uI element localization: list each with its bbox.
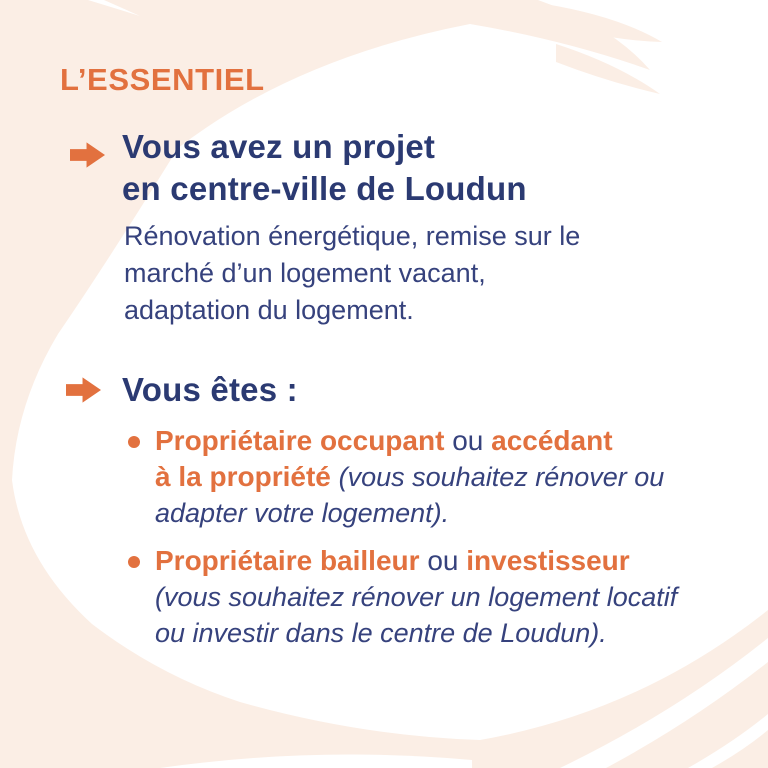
landlord-note-text-cont: ou investir dans le centre de Loudun). (155, 618, 607, 648)
profile-item-landlord-line-3 (155, 615, 677, 651)
connector-text: ou (427, 545, 459, 576)
profile-item-landlord (155, 543, 677, 651)
bullet-dot (128, 436, 140, 448)
project-description (124, 218, 580, 329)
owner-note-text: (vous souhaitez rénover ou (338, 462, 665, 492)
profile-heading: Vous êtes : (122, 371, 298, 408)
landlord-note-text: (vous souhaitez rénover un logement locatif (155, 582, 678, 612)
arrow-right-icon (70, 142, 105, 168)
project-heading-line-2: en centre-ville de Loudun (122, 170, 527, 207)
profile-item-owner-line-2 (155, 459, 664, 495)
project-description-line-1: Rénovation énergétique, remise sur le (124, 221, 581, 251)
project-description-line-2: marché d’un logement vacant, (124, 258, 486, 288)
project-heading-line-1: Vous avez un projet (122, 128, 436, 165)
project-description-line-3: adaptation du logement. (124, 295, 414, 325)
owner-type-label-alt: accédant (491, 425, 613, 456)
bullet-dot (128, 556, 140, 568)
connector-text: ou (452, 425, 484, 456)
landlord-type-label: Propriétaire bailleur (155, 545, 420, 576)
arrow-right-icon (66, 377, 101, 403)
profile-item-landlord-line-2 (155, 579, 677, 615)
project-heading (122, 126, 527, 210)
page-title: L’ESSENTIEL (60, 62, 265, 97)
owner-note-text-cont: adapter votre logement). (155, 498, 450, 528)
profile-item-owner (155, 423, 664, 531)
landlord-type-label-alt: investisseur (466, 545, 630, 576)
profile-item-landlord-line-1 (155, 543, 677, 579)
owner-type-label-cont: à la propriété (155, 461, 331, 492)
owner-type-label: Propriétaire occupant (155, 425, 445, 456)
profile-item-owner-line-3 (155, 495, 664, 531)
profile-item-owner-line-1 (155, 423, 664, 459)
